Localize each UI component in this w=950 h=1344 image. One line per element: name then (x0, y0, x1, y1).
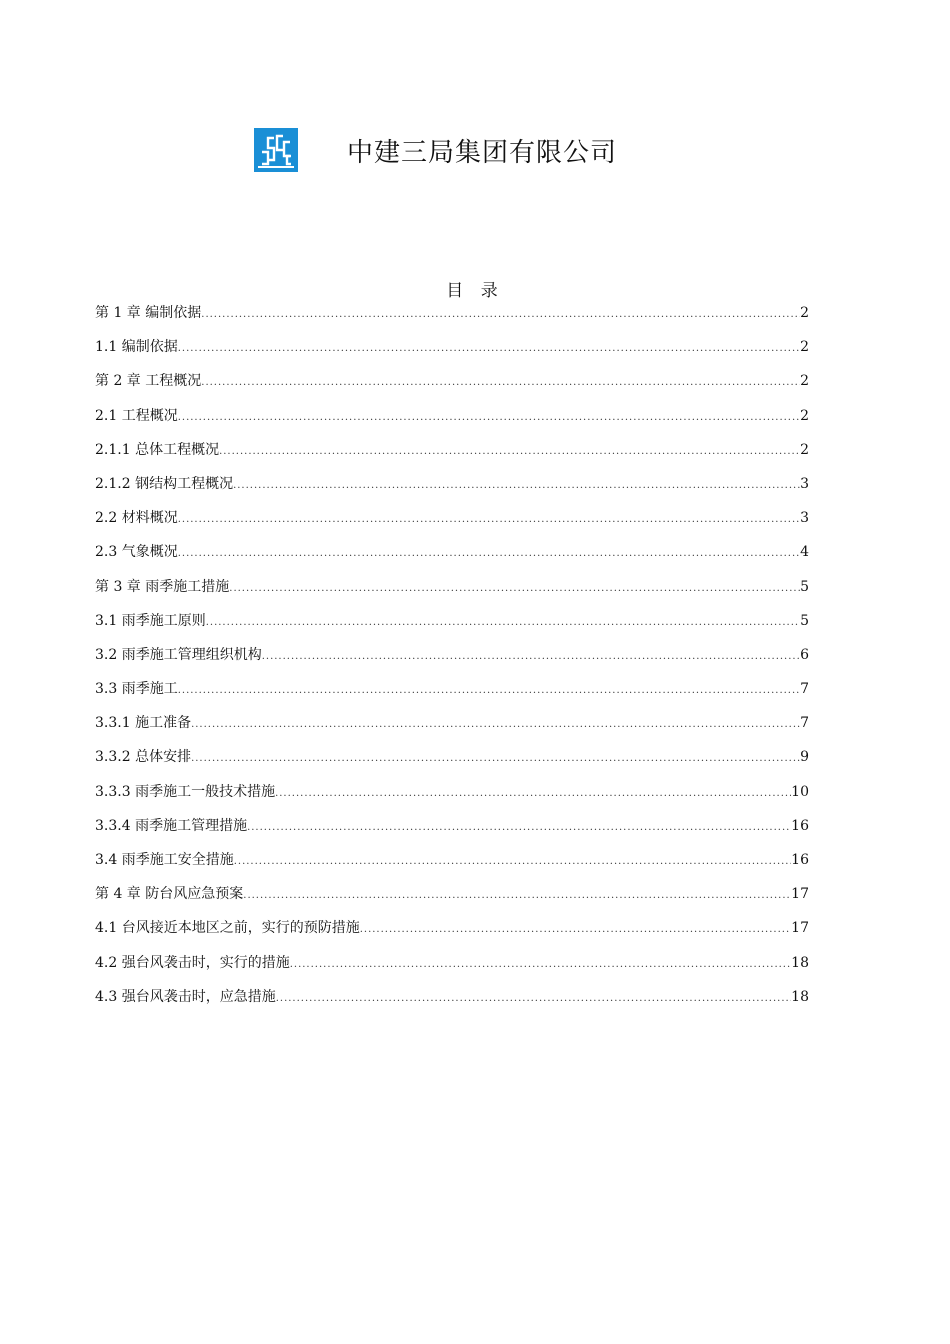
toc-entry[interactable] (95, 645, 809, 679)
toc-entry-page: 16 (791, 817, 809, 834)
toc-entry-page: 17 (791, 920, 809, 937)
dot-leader (191, 749, 800, 769)
toc-entry-label: 4.3 强台风袭击时，应急措施 (95, 988, 276, 1005)
dot-leader (234, 852, 791, 872)
toc-entry-label: 第 4 章 防台风应急预案 (95, 886, 244, 903)
dot-leader (178, 339, 800, 359)
toc-entry-label: 1.1 编制依据 (95, 339, 178, 356)
toc-entry[interactable] (95, 611, 809, 645)
toc-entry-label: 2.2 材料概况 (95, 510, 178, 527)
dot-leader (360, 920, 791, 940)
dot-leader (247, 818, 791, 838)
toc-entry-page: 18 (791, 988, 809, 1005)
toc-entry-page: 2 (800, 339, 809, 356)
dot-leader (191, 715, 800, 735)
toc-entry[interactable] (95, 850, 809, 884)
toc-entry-label: 第 2 章 工程概况 (95, 373, 202, 390)
toc-entry-page: 7 (800, 681, 809, 698)
toc-entry[interactable] (95, 918, 809, 952)
toc-entry-label: 3.3.3 雨季施工一般技术措施 (95, 783, 276, 800)
dot-leader (201, 373, 800, 393)
toc-entry[interactable] (95, 816, 809, 850)
toc-entry-label: 2.1.2 钢结构工程概况 (95, 475, 234, 492)
dot-leader (290, 955, 791, 975)
toc-entry[interactable] (95, 713, 809, 747)
toc-entry-page: 18 (791, 954, 809, 971)
toc-entry-page: 6 (800, 646, 809, 663)
dot-leader (178, 510, 800, 530)
dot-leader (178, 408, 800, 428)
dot-leader (201, 305, 800, 325)
dot-leader (276, 989, 791, 1009)
toc-entry-page: 16 (791, 852, 809, 868)
toc-entry-label: 2.3 气象概况 (95, 544, 178, 561)
toc-entry-label: 3.4 雨季施工安全措施 (95, 852, 234, 868)
toc-entry-label: 3.3.2 总体安排 (95, 749, 192, 766)
dot-leader (178, 544, 800, 564)
toc-entry-page: 5 (800, 612, 809, 629)
toc-entry[interactable] (95, 577, 809, 611)
company-logo (254, 128, 298, 172)
toc-entry[interactable] (95, 474, 809, 508)
toc-entry[interactable] (95, 406, 809, 440)
dot-leader (229, 579, 800, 599)
cscec-logo-icon (254, 128, 298, 172)
toc-entry-label: 第 1 章 编制依据 (95, 305, 202, 321)
toc-entry-label: 3.3.1 施工准备 (95, 715, 192, 732)
dot-leader (219, 442, 800, 462)
toc-entry-label: 2.1.1 总体工程概况 (95, 441, 220, 458)
company-name: 中建三局集团有限公司 (347, 138, 618, 168)
toc-entry[interactable] (95, 440, 809, 474)
toc-entry[interactable] (95, 303, 809, 337)
toc-title: 目 录 (446, 281, 504, 301)
toc-entry-page: 2 (800, 305, 809, 321)
toc-entry-label: 3.2 雨季施工管理组织机构 (95, 646, 262, 663)
dot-leader (262, 647, 800, 667)
toc-entry-page: 3 (800, 510, 809, 527)
toc-entry[interactable] (95, 782, 809, 816)
toc-entry-page: 4 (800, 544, 809, 561)
dot-leader (275, 784, 791, 804)
toc-entry[interactable] (95, 542, 809, 576)
document-header (254, 128, 694, 172)
toc-entry[interactable] (95, 953, 809, 987)
toc-entry-page: 9 (800, 749, 809, 766)
toc-entry-page: 17 (791, 886, 809, 903)
toc-entry[interactable] (95, 508, 809, 542)
toc-entry-page: 2 (800, 441, 809, 458)
dot-leader (243, 886, 791, 906)
toc-entry-label: 3.1 雨季施工原则 (95, 612, 206, 629)
toc-entry-page: 2 (800, 373, 809, 390)
toc-entry[interactable] (95, 884, 809, 918)
dot-leader (233, 476, 800, 496)
toc-entry-label: 3.3.4 雨季施工管理措施 (95, 817, 248, 834)
table-of-contents (95, 303, 809, 1021)
toc-entry[interactable] (95, 371, 809, 405)
toc-entry[interactable] (95, 987, 809, 1021)
toc-entry[interactable] (95, 679, 809, 713)
toc-entry-label: 4.1 台风接近本地区之前，实行的预防措施 (95, 920, 360, 937)
toc-entry-label: 3.3 雨季施工 (95, 681, 178, 698)
toc-entry-page: 3 (800, 475, 809, 492)
toc-entry-page: 2 (800, 407, 809, 424)
toc-entry[interactable] (95, 747, 809, 781)
toc-entry[interactable] (95, 337, 809, 371)
toc-entry-page: 5 (800, 578, 809, 595)
toc-entry-page: 10 (791, 783, 809, 800)
toc-entry-page: 7 (800, 715, 809, 732)
dot-leader (206, 613, 800, 633)
toc-entry-label: 2.1 工程概况 (95, 407, 178, 424)
dot-leader (178, 681, 800, 701)
toc-entry-label: 4.2 强台风袭击时，实行的措施 (95, 954, 290, 971)
toc-entry-label: 第 3 章 雨季施工措施 (95, 578, 230, 595)
